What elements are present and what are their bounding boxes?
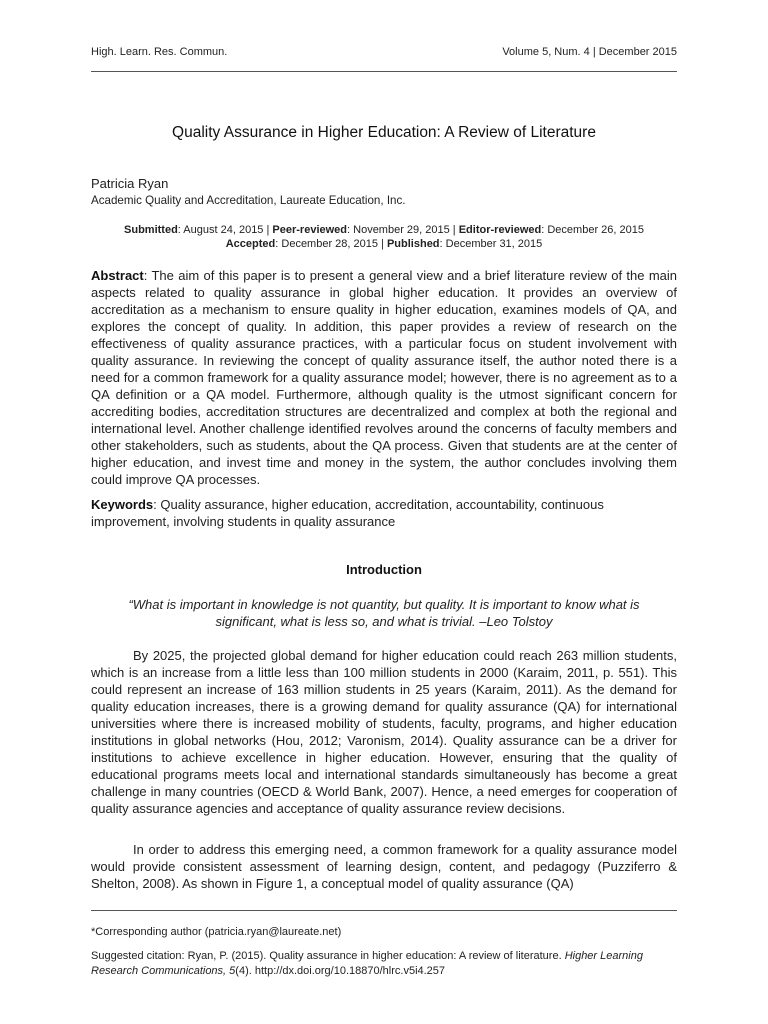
keywords-text: : Quality assurance, higher education, accreditation, accountability, continuous improvement, involving students in quality assurance: [91, 497, 604, 529]
dates-line-1: [91, 223, 677, 237]
keywords: [91, 496, 677, 530]
dates-line-2: [91, 237, 677, 251]
peer-reviewed-date: : November 29, 2015 |: [347, 224, 459, 236]
submitted-label: Submitted: [124, 224, 178, 236]
published-date: : December 31, 2015: [439, 238, 543, 250]
suggested-citation: [91, 949, 677, 979]
epigraph-quote: “What is important in knowledge is not quantity, but quality. It is important to know what is significant, what is less so, and what is trivial. –Leo Tolstoy: [128, 597, 640, 629]
paper-title: Quality Assurance in Higher Education: A Review of Literature: [172, 124, 596, 141]
submitted-date: : August 24, 2015 |: [177, 224, 273, 236]
body-paragraph: By 2025, the projected global demand for higher education could reach 263 million students, which is an increase from a little less than 100 million students in 2000 (Karaim, 2011, p. 551). This could represent an increase of 163 million students in 25 years (Karaim, 2011). As the demand for quality education increases, there is a growing demand for quality assurance (QA) for international universities where there is increased mobility of students, faculty, programs, and higher education institutions in global networks (Hou, 2012; Varonism, 2014). Quality assurance can be a driver for institutions to achieve excellence in higher education. However, ensuring that the quality of educational programs meets local and international standards simultaneously has become a great challenge in many countries (OECD & World Bank, 2007). Hence, a need emerges for cooperation of quality assurance agencies and acceptance of quality assurance review decisions.: [91, 648, 677, 816]
author-name: Patricia Ryan: [91, 176, 169, 191]
review-dates: [91, 223, 677, 251]
abstract-text: : The aim of this paper is to present a general view and a brief literature review of the main aspects related to quality assurance in global higher education. It provides an overview of accreditation as a mechanism to ensure quality in higher education, examines models of QA, and explores the concept of quality. In addition, this paper provides a review of research on the effectiveness of quality assurance practices, with a particular focus on student involvement with quality assurance. In reviewing the concept of quality assurance itself, the author noted there is a need for a common framework for a quality assurance model; however, there is no agreement as to a QA definition or a QA model. Furthermore, although quality is the utmost significant concern for accrediting bodies, accreditation structures are decentralized and complex at both the regional and international level. Another challenge identified revolves around the concerns of faculty members and other stakeholders, such as students, about the QA process. Given that students are at the center of higher education, and invest time and money in the system, the author concludes involving them could improve QA processes.: [91, 268, 677, 487]
header-divider: [91, 71, 677, 72]
abstract-label: Abstract: [91, 268, 144, 283]
citation-journal: Higher Learning Research Communications, 5: [91, 950, 643, 977]
journal-name: High. Learn. Res. Commun.: [91, 46, 228, 58]
corresponding-author-footnote: *Corresponding author (patricia.ryan@laureate.net): [91, 926, 342, 938]
author-affiliation: Academic Quality and Accreditation, Laureate Education, Inc.: [91, 194, 406, 207]
accepted-date: : December 28, 2015 |: [275, 238, 387, 250]
section-heading-introduction: Introduction: [346, 562, 422, 577]
body-paragraph: In order to address this emerging need, a common framework for a quality assurance model would provide consistent assessment of learning design, content, and pedagogy (Puzziferro & Shelton, 2008). As shown in Figure 1, a conceptual model of quality assurance (QA): [91, 842, 677, 891]
keywords-label: Keywords: [91, 497, 154, 512]
accepted-label: Accepted: [225, 238, 276, 250]
footnote-divider: [91, 910, 677, 911]
editor-reviewed-date: : December 26, 2015: [541, 224, 644, 236]
issue-info: Volume 5, Num. 4 | December 2015: [502, 46, 677, 58]
editor-reviewed-label: Editor-reviewed: [458, 224, 542, 236]
citation-suffix: (4). http://dx.doi.org/10.18870/hlrc.v5i4.257: [235, 965, 446, 977]
peer-reviewed-label: Peer-reviewed: [272, 224, 348, 236]
published-label: Published: [386, 238, 440, 250]
citation-prefix: Suggested citation: Ryan, P. (2015). Quality assurance in higher education: A review of literature.: [91, 950, 565, 962]
abstract: [91, 267, 677, 488]
